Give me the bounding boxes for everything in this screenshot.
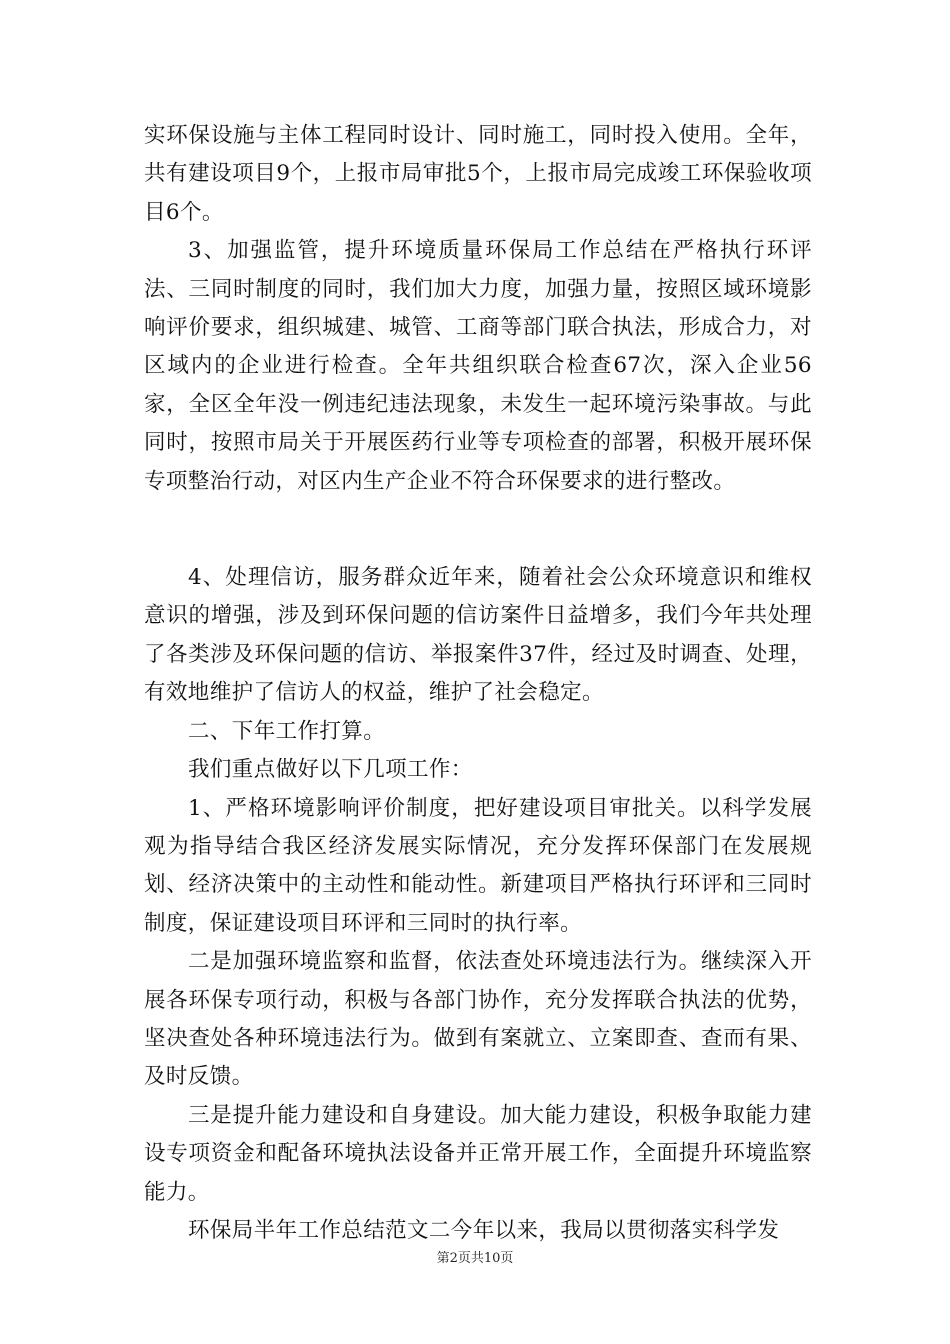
paragraph-item-3: 三是提升能力建设和自身建设。加大能力建设，积极争取能力建设专项资金和配备环境执法设备并正常开展工作，全面提升环境监察能力。 [144,1102,812,1205]
paragraph-item-2: 二是加强环境监察和监督，依法查处环境违法行为。继续深入开展各环保专项行动，积极与各部门协作，充分发挥联合执法的优势，坚决查处各种环境违法行为。做到有案就立、立案即查、查而有果、及时反馈。 [144,949,812,1090]
paragraph-item-1: 1、严格环境影响评价制度，把好建设项目审批关。以科学发展观为指导结合我区经济发展实际情况，充分发挥环保部门在发展规划、经济决策中的主动性和能动性。新建项目严格执行环评和三同时制度，保证建设项目环评和三同时的执行率。 [144,795,812,936]
section-heading-next-year: 二、下年工作打算。 [188,718,386,744]
page-number-footer: 第2页共10页 [436,1251,514,1266]
paragraph-petitions: 4、处理信访，服务群众近年来，随着社会公众环境意识和维权意识的增强，涉及到环保问题的信访案件日益增多，我们今年共处理了各类涉及环保问题的信访、举报案件37件，经过及时调查、处理，有效地维护了信访人的权益，维护了社会稳定。 [144,565,812,706]
paragraph-continuation: 实环保设施与主体工程同时设计、同时施工，同时投入使用。全年，共有建设项目9个，上报市局审批5个，上报市局完成竣工环保验收项目6个。 [144,123,812,225]
document-body [144,117,812,1250]
paragraph-gap [144,501,812,559]
paragraph-next-article: 环保局半年工作总结范文二今年以来，我局以贯彻落实科学发 [188,1217,780,1243]
paragraph-supervision: 3、加强监管，提升环境质量环保局工作总结在严格执行环评法、三同时制度的同时，我们加大力度，加强力量，按照区域环境影响评价要求，组织城建、城管、工商等部门联合执法，形成合力，对区域内的企业进行检查。全年共组织联合检查67次，深入企业56家，全区全年没一例违纪违法现象，未发生一起环境污染事故。与此同时，按照市局关于开展医药行业等专项检查的部署，积极开展环保专项整治行动，对区内生产企业不符合环保要求的进行整改。 [144,238,812,494]
paragraph-intro: 我们重点做好以下几项工作： [188,757,473,783]
